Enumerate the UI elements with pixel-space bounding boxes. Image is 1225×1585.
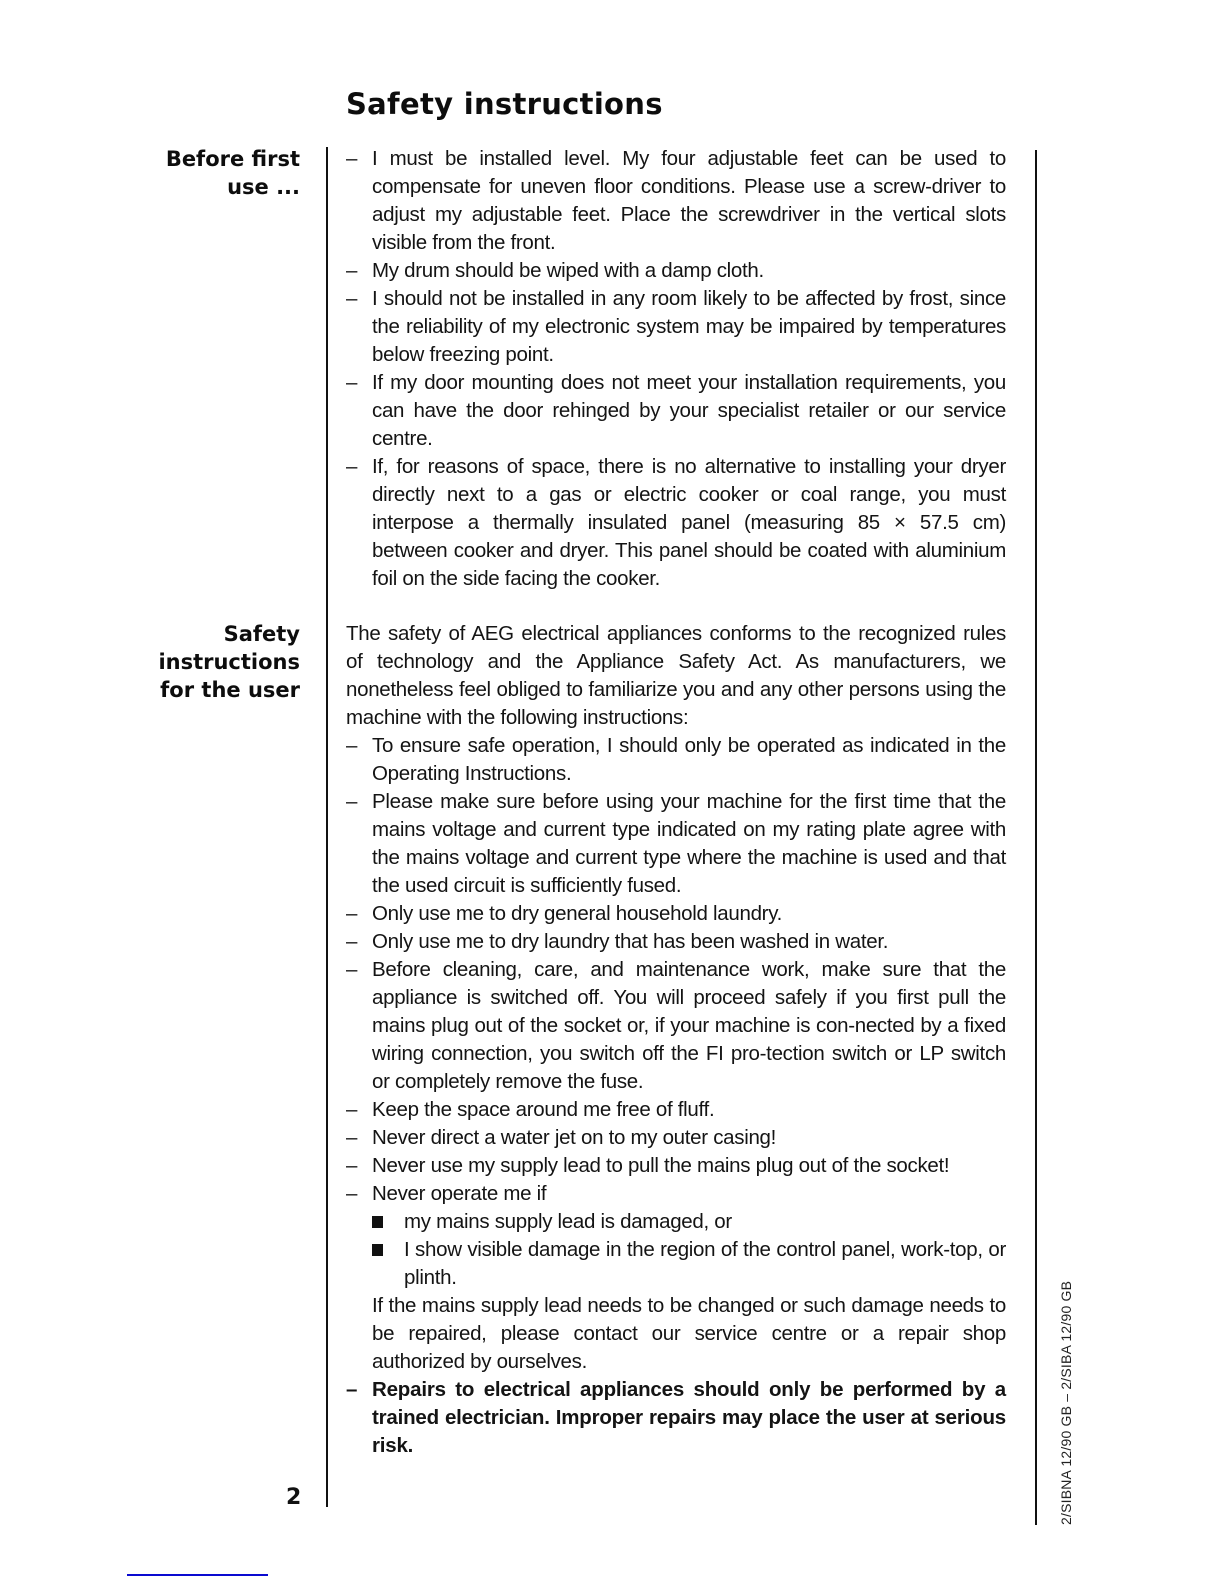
square-bullet-icon [372, 1216, 383, 1228]
list-item-text: I must be installed level. My four adjustable feet can be used to compensate for uneven floor conditions. Please use a screw-driver to adjust my adjustable feet. Place the screwdriver in the vertical slots visible from the front. [372, 147, 1006, 254]
dash-bullet-icon: – [346, 902, 358, 925]
list-item [346, 1152, 1006, 1180]
dash-bullet-icon: – [346, 958, 358, 981]
list-item [346, 788, 1006, 900]
condition-item [372, 1208, 1006, 1236]
list-item [346, 928, 1006, 956]
list-item-text: Never direct a water jet on to my outer casing! [372, 1126, 777, 1149]
list-item-text: My drum should be wiped with a damp cloth. [372, 259, 764, 282]
bold-warning-text: Repairs to electrical appliances should only be performed by a trained electrician. Improper repairs may place the user at serious risk. [372, 1378, 1006, 1457]
side-heading-line: instructions [158, 650, 300, 674]
side-heading-line: Before first [165, 147, 300, 171]
dash-bullet-icon: – [346, 930, 358, 953]
dash-bullet-icon: – [346, 1154, 358, 1177]
side-heading-line: use ... [227, 175, 300, 199]
list-item-text: If my door mounting does not meet your installation requirements, you can have the door rehinged by your specialist retailer or our service centre. [372, 371, 1006, 450]
dash-bullet-icon: – [346, 147, 358, 170]
condition-text: my mains supply lead is damaged, or [404, 1210, 732, 1233]
list-item-text: Only use me to dry laundry that has been washed in water. [372, 930, 889, 953]
bold-warning-item [346, 1376, 1006, 1460]
list-item [346, 1180, 1006, 1292]
side-heading-line: Safety [223, 622, 300, 646]
list-item [346, 732, 1006, 788]
list-item [346, 900, 1006, 928]
left-column-divider [326, 147, 328, 1507]
repair-note: If the mains supply lead needs to be changed or such damage needs to be repaired, please contact our service centre or a repair shop authorized by ourselves. [372, 1294, 1006, 1373]
intro-paragraph: The safety of AEG electrical appliances conforms to the recognized rules of technology and the Appliance Safety Act. As manufacturers, we nonetheless feel obliged to familiarize you and any other persons using the machine with the following instructions: [346, 622, 1006, 729]
dash-bullet-icon: – [346, 1182, 358, 1205]
dash-bullet-icon: – [346, 734, 358, 757]
list-item-text: Keep the space around me free of fluff. [372, 1098, 715, 1121]
before-first-use-section [346, 145, 1006, 593]
list-item-text: Please make sure before using your machine for the first time that the mains voltage and current type indicated on my rating plate agree with the mains voltage and current type where the machine is used and that the used circuit is sufficiently fused. [372, 790, 1006, 897]
page-number: 2 [286, 1485, 302, 1510]
list-item-text: If, for reasons of space, there is no alternative to installing your dryer directly next to a gas or electric cooker or coal range, you must interpose a thermally insulated panel (measuring 85 × 57.5 cm) between cooker and dryer. This panel should be coated with aluminium foil on the side facing the cooker. [372, 455, 1006, 590]
safety-for-user-section [346, 620, 1006, 1460]
dash-bullet-icon: – [346, 455, 358, 478]
dash-bullet-icon: – [346, 371, 358, 394]
list-item [346, 1124, 1006, 1152]
condition-text: I show visible damage in the region of the control panel, work-top, or plinth. [404, 1238, 1006, 1289]
side-heading-safety-for-user [120, 620, 300, 704]
list-item [346, 1096, 1006, 1124]
condition-item [372, 1236, 1006, 1292]
link-underline[interactable] [127, 1574, 268, 1576]
list-item-text: Only use me to dry general household laundry. [372, 902, 783, 925]
dash-bullet-icon: – [346, 259, 358, 282]
page-title: Safety instructions [346, 87, 663, 122]
before-first-use-list [346, 145, 1006, 593]
list-item [346, 285, 1006, 369]
square-bullet-icon [372, 1244, 383, 1256]
dash-bullet-icon: – [346, 1378, 358, 1401]
dash-bullet-icon: – [346, 287, 358, 310]
dash-bullet-icon: – [346, 790, 358, 813]
document-code-vertical: 2/SIBNA 12/90 GB – 2/SIBA 12/90 GB [1058, 1280, 1074, 1525]
dash-bullet-icon: – [346, 1126, 358, 1149]
dash-bullet-icon: – [346, 1098, 358, 1121]
bold-warning-list [346, 1376, 1006, 1460]
list-item-text: I should not be installed in any room likely to be affected by frost, since the reliability of my electronic system may be impaired by temperatures below freezing point. [372, 287, 1006, 366]
side-heading-before-first-use [120, 145, 300, 201]
list-item-text: Never use my supply lead to pull the mains plug out of the socket! [372, 1154, 950, 1177]
never-operate-conditions-list [372, 1208, 1006, 1292]
list-item [346, 145, 1006, 257]
list-item [346, 257, 1006, 285]
list-item-text: To ensure safe operation, I should only be operated as indicated in the Operating Instructions. [372, 734, 1006, 785]
list-item [346, 369, 1006, 453]
list-item-text: Never operate me if [372, 1182, 547, 1205]
right-margin-divider [1035, 150, 1037, 1525]
safety-list [346, 732, 1006, 1292]
side-heading-line: for the user [160, 678, 300, 702]
list-item [346, 453, 1006, 593]
list-item [346, 956, 1006, 1096]
list-item-text: Before cleaning, care, and maintenance work, make sure that the appliance is switched off. You will proceed safely if you first pull the mains plug out of the socket or, if your machine is con-nected by a fixed wiring connection, you switch off the FI pro-tection switch or LP switch or completely remove the fuse. [372, 958, 1006, 1093]
